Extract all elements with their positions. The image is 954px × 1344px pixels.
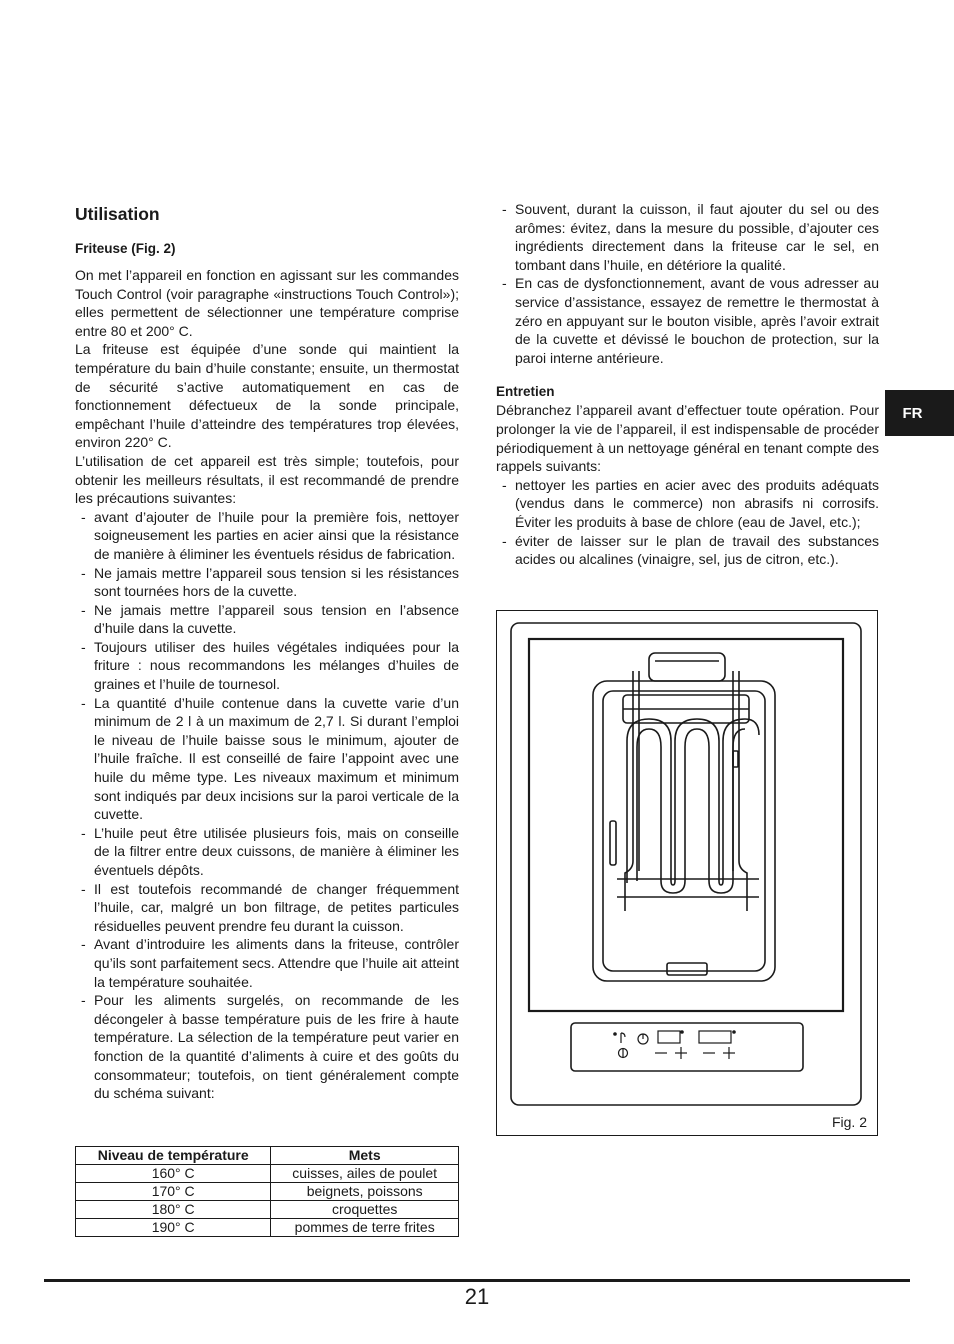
section-title: Utilisation bbox=[75, 204, 160, 224]
list-item: - L’huile peut être utilisée plusieurs fois, mais on conseille de la filtrer entre deux cuissons, de manière à éliminer les éventuels dépôts. bbox=[75, 824, 459, 880]
language-tab: FR bbox=[885, 390, 954, 436]
cooking-tips-list bbox=[496, 200, 879, 367]
table-row bbox=[76, 1165, 459, 1183]
table-cell: 190° C bbox=[76, 1219, 271, 1237]
table-cell: beignets, poissons bbox=[271, 1183, 459, 1201]
table-cell: pommes de terre frites bbox=[271, 1219, 459, 1237]
table-cell: cuisses, ailes de poulet bbox=[271, 1165, 459, 1183]
left-column bbox=[75, 240, 459, 1103]
fryer-figure bbox=[496, 610, 878, 1136]
paragraph: On met l’appareil en fonction en agissant sur les commandes Touch Control (voir paragraphe «instructions Touch Control»); elles permettent de sélectionner une température comprise entre 80 et 200° C. bbox=[75, 267, 459, 339]
maintenance-list bbox=[496, 476, 879, 569]
table-header-row bbox=[76, 1147, 459, 1165]
list-item: - Ne jamais mettre l’appareil sous tension si les résistances sont tournées hors de la cuvette. bbox=[75, 564, 459, 601]
table-cell: croquettes bbox=[271, 1201, 459, 1219]
list-item: - nettoyer les parties en acier avec des produits adéquats (vendus dans le commerce) non abrasifs ni corrosifs. Éviter les produits à base de chlore (eau de Javel, etc.); bbox=[496, 476, 879, 532]
list-item: - La quantité d’huile contenue dans la cuvette varie d’un minimum de 2 l à un maximum de 2,7 l. Si durant l’emploi le niveau de l’huile baisse sous le minimum, ajouter de l’huile fraîche. Il est conseillé de faire l’appoint avec une huile du même type. Les niveaux maximum et minimum sont indiqués par deux incisions sur la paroi verticale de la cuvette. bbox=[75, 694, 459, 824]
table-header: Niveau de température bbox=[76, 1147, 271, 1165]
list-item: - Toujours utiliser des huiles végétales indiquées pour la friture : nous recommandons les mélanges d’huiles de graines et l’huile de tournesol. bbox=[75, 638, 459, 694]
right-column bbox=[496, 200, 879, 569]
list-item: - Souvent, durant la cuisson, il faut ajouter du sel ou des arômes: évitez, dans la mesure du possible, d’ajouter ces ingrédients directement dans la friteuse car le sel, en tombant dans l’huile, en détériore la qualité. bbox=[496, 200, 879, 274]
footer-divider bbox=[44, 1279, 910, 1282]
figure-caption: Fig. 2 bbox=[831, 1114, 867, 1130]
list-item: - Ne jamais mettre l’appareil sous tension en l’absence d’huile dans la cuvette. bbox=[75, 601, 459, 638]
fryer-illustration bbox=[497, 611, 877, 1135]
page-number bbox=[0, 1283, 954, 1311]
list-item: - Il est toutefois recommandé de changer fréquemment l’huile, car, malgré un bon filtrage, de petites particules résiduelles peuvent prendre feu durant la cuisson. bbox=[75, 880, 459, 936]
page-number-value: 21 bbox=[464, 1284, 490, 1309]
table-row bbox=[76, 1183, 459, 1201]
subheading-friteuse: Friteuse (Fig. 2) bbox=[75, 241, 176, 256]
table-row bbox=[76, 1219, 459, 1237]
paragraph: L’utilisation de cet appareil est très simple; toutefois, pour obtenir les meilleurs résultats, il est recommandé de prendre les précautions suivantes: bbox=[75, 452, 459, 507]
paragraph: Débranchez l’appareil avant d’effectuer toute opération. Pour prolonger la vie de l’appareil, il est indispensable de procéder périodiquement à un nettoyage général en tenant compte des rappels suivants: bbox=[496, 402, 879, 475]
list-item: - éviter de laisser sur le plan de travail des substances acides ou alcalines (vinaigre, sel, jus de citron, etc.). bbox=[496, 532, 879, 569]
precautions-list bbox=[75, 508, 459, 1103]
list-item: - avant d’ajouter de l’huile pour la première fois, nettoyer soigneusement les parties en acier ainsi que la résistance de manière à éliminer les éventuels résidus de fabrication. bbox=[75, 508, 459, 564]
list-item: - En cas de dysfonctionnement, avant de vous adresser au service d’assistance, essayez de remettre le thermostat à zéro en appuyant sur le bouton visible, après l’avoir extrait de la cuvette et dévissé le bouchon de protection, sur la paroi interne antérieure. bbox=[496, 274, 879, 367]
temperature-table bbox=[75, 1146, 459, 1237]
paragraph: La friteuse est équipée d’une sonde qui maintient la température du bain d’huile constante; ensuite, un thermostat de sécurité s’active automatiquement en cas de fonctionnement défectueux de la sonde principale, empêchant l’huile d’atteindre des températures trop élevées, environ 220° C. bbox=[75, 341, 459, 451]
table-cell: 160° C bbox=[76, 1165, 271, 1183]
subheading-entretien: Entretien bbox=[496, 384, 555, 400]
list-item: - Avant d’introduire les aliments dans la friteuse, contrôler qu’ils sont parfaitement secs. Attendre que l’huile ait atteint la température souhaitée. bbox=[75, 935, 459, 991]
table-cell: 170° C bbox=[76, 1183, 271, 1201]
table-row bbox=[76, 1201, 459, 1219]
table-cell: 180° C bbox=[76, 1201, 271, 1219]
list-item: - Pour les aliments surgelés, on recommande de les décongeler à basse température puis de les frire à haute température. La sélection de la température peut varier en fonction de la quantité d’aliments à cuire et des goûts du consommateur; toutefois, on tient généralement compte du schéma suivant: bbox=[75, 991, 459, 1103]
table-header: Mets bbox=[271, 1147, 459, 1165]
